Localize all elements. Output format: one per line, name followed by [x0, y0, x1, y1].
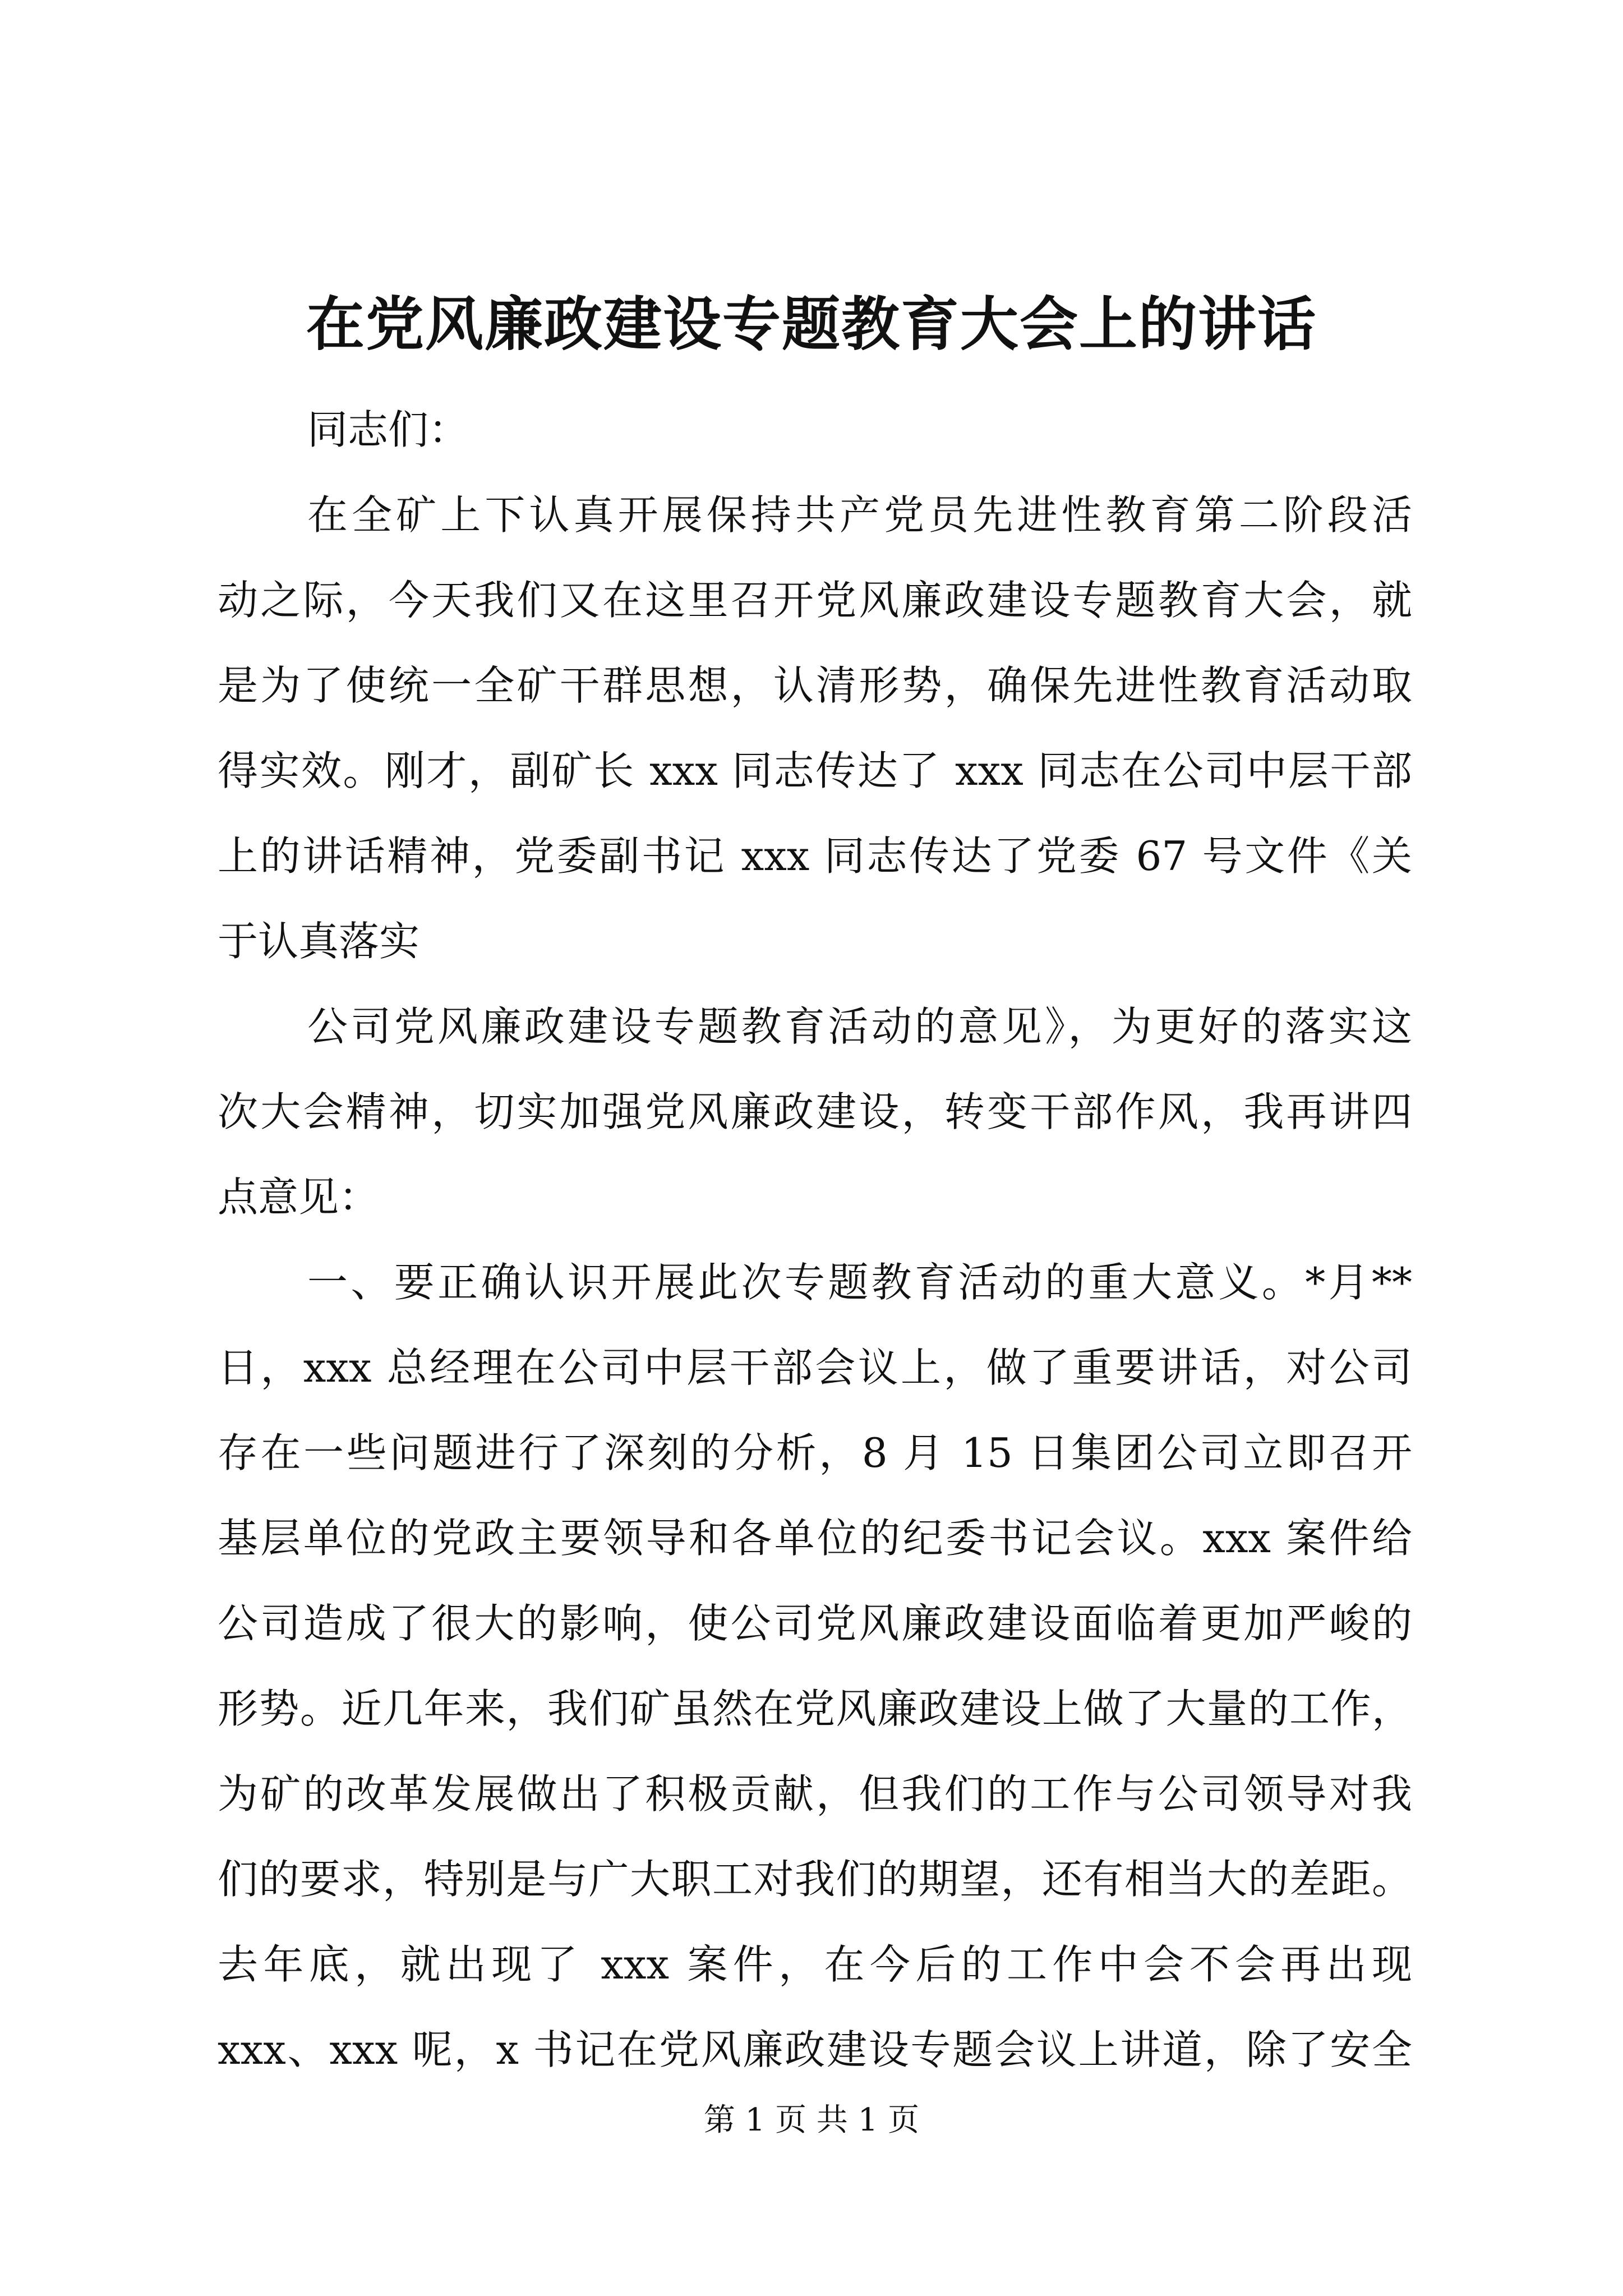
paragraph-3-line-1: 一、要正确认识开展此次专题教育活动的重大意义。*月**	[307, 1259, 1412, 1306]
paragraph-3-line-2: 日，xxx 总经理在公司中层干部会议上，做了重要讲话，对公司	[218, 1344, 1412, 1391]
paragraph-3-line-8: 们的要求，特别是与广大职工对我们的期望，还有相当大的差距。	[218, 1856, 1412, 1903]
salutation-line: 同志们：	[307, 406, 469, 453]
paragraph-3-line-9: 去年底，就出现了 xxx 案件，在今后的工作中会不会再出现	[218, 1941, 1412, 1988]
paragraph-3-line-3: 存在一些问题进行了深刻的分析，8 月 15 日集团公司立即召开	[218, 1429, 1412, 1476]
paragraph-1-line-6: 于认真落实	[218, 918, 420, 965]
paragraph-1-line-5: 上的讲话精神，党委副书记 xxx 同志传达了党委 67 号文件《关	[218, 832, 1412, 880]
paragraph-1-line-1: 在全矿上下认真开展保持共产党员先进性教育第二阶段活	[307, 491, 1412, 539]
paragraph-1-line-2: 动之际，今天我们又在这里召开党风廉政建设专题教育大会，就	[218, 577, 1412, 624]
paragraph-2-line-2: 次大会精神，切实加强党风廉政建设，转变干部作风，我再讲四	[218, 1088, 1412, 1135]
paragraph-3-line-5: 公司造成了很大的影响，使公司党风廉政建设面临着更加严峻的	[218, 1600, 1412, 1647]
paragraph-3-line-4: 基层单位的党政主要领导和各单位的纪委书记会议。xxx 案件给	[218, 1515, 1412, 1562]
paragraph-1-line-4: 得实效。刚才，副矿长 xxx 同志传达了 xxx 同志在公司中层干部	[218, 747, 1412, 794]
document-title: 在党风廉政建设专题教育大会上的讲话	[306, 289, 1317, 358]
paragraph-2-line-1: 公司党风廉政建设专题教育活动的意见》，为更好的落实这	[307, 1003, 1412, 1050]
paragraph-3-line-7: 为矿的改革发展做出了积极贡献，但我们的工作与公司领导对我	[218, 1770, 1412, 1818]
paragraph-2-line-3: 点意见：	[218, 1174, 380, 1221]
paragraph-3-line-6: 形势。近几年来，我们矿虽然在党风廉政建设上做了大量的工作，	[218, 1685, 1412, 1732]
page-number-footer: 第 1 页 共 1 页	[703, 2102, 920, 2138]
paragraph-3-line-10: xxx、xxx 呢，x 书记在党风廉政建设专题会议上讲道，除了安全	[218, 2026, 1412, 2073]
document-body	[218, 387, 1412, 2092]
paragraph-1-line-3: 是为了使统一全矿干群思想，认清形势，确保先进性教育活动取	[218, 662, 1412, 709]
